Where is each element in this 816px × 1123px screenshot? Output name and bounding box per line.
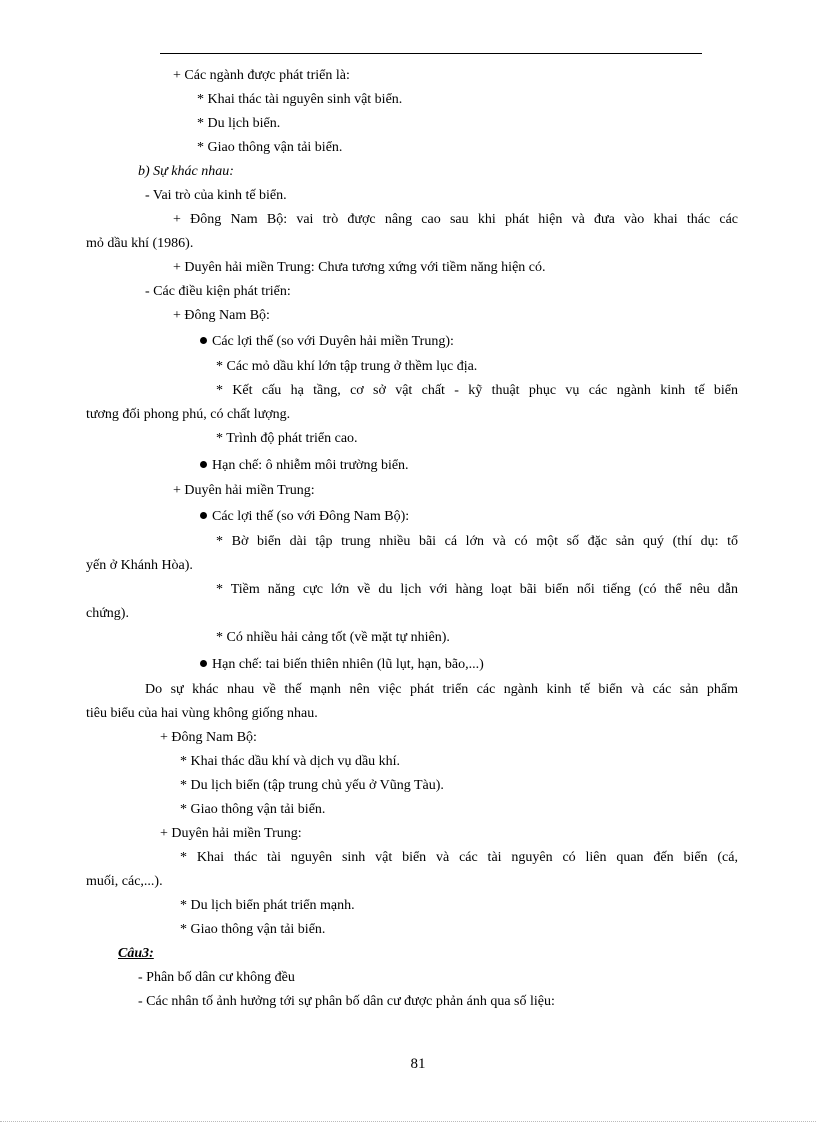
text-line: * Giao thông vận tải biển. xyxy=(197,140,343,155)
bullet-icon xyxy=(200,512,207,519)
text-line: * Du lịch biển. xyxy=(197,116,281,131)
text-line: * Du lịch biển phát triển mạnh. xyxy=(180,898,355,913)
bullet-item xyxy=(200,457,409,475)
text-line: * Tiềm năng cực lớn về du lịch với hàng loạt bãi biển nổi tiếng (có thể nêu dẫn xyxy=(216,582,738,597)
text-line: * Du lịch biển (tập trung chủ yếu ở Vũng Tàu). xyxy=(180,778,444,793)
text-line: * Giao thông vận tải biển. xyxy=(180,802,326,817)
text-line: * Trình độ phát triển cao. xyxy=(216,431,358,446)
question-heading: Câu3: xyxy=(118,946,154,961)
bullet-text: Các lợi thế (so với Đông Nam Bộ): xyxy=(212,509,410,524)
page-number: 81 xyxy=(410,1056,426,1072)
text-line: - Các điều kiện phát triển: xyxy=(145,284,291,299)
bullet-text: Các lợi thế (so với Duyên hải miền Trung): xyxy=(212,334,454,349)
text-line: yến ở Khánh Hòa). xyxy=(86,558,193,573)
text-line: tiêu biểu của hai vùng không giống nhau. xyxy=(86,706,318,721)
text-line: * Có nhiều hải cảng tốt (về mặt tự nhiên). xyxy=(216,630,450,645)
header-rule xyxy=(160,53,702,54)
text-line: muối, các,...). xyxy=(86,874,163,889)
text-line: * Các mỏ dầu khí lớn tập trung ở thềm lục địa. xyxy=(216,359,478,374)
text-line: - Các nhân tố ảnh hưởng tới sự phân bố dân cư được phản ánh qua số liệu: xyxy=(138,994,555,1009)
text-line: * Giao thông vận tải biển. xyxy=(180,922,326,937)
text-line: + Duyên hải miền Trung: xyxy=(173,483,315,498)
text-line: + Duyên hải miền Trung: Chưa tương xứng với tiềm năng hiện có. xyxy=(173,260,546,275)
bullet-item xyxy=(200,508,409,526)
text-line: chứng). xyxy=(86,606,129,621)
text-line: + Đông Nam Bộ: xyxy=(173,308,270,323)
bullet-item xyxy=(200,656,484,674)
bullet-icon xyxy=(200,660,207,667)
text-line: - Vai trò của kinh tế biển. xyxy=(145,188,287,203)
text-line: tương đối phong phú, có chất lượng. xyxy=(86,407,291,422)
text-line: + Đông Nam Bộ: vai trò được nâng cao sau khi phát hiện và đưa vào khai thác các xyxy=(173,212,738,227)
text-line: * Kết cấu hạ tầng, cơ sở vật chất - kỹ thuật phục vụ các ngành kinh tế biển xyxy=(216,383,738,398)
bullet-item xyxy=(200,333,454,351)
text-line: mỏ dầu khí (1986). xyxy=(86,236,194,251)
bullet-icon xyxy=(200,337,207,344)
bullet-icon xyxy=(200,461,207,468)
text-line: + Duyên hải miền Trung: xyxy=(160,826,302,841)
text-line: * Khai thác dầu khí và dịch vụ dầu khí. xyxy=(180,754,401,769)
text-line: Do sự khác nhau về thế mạnh nên việc phát triển các ngành kinh tế biển và các sản phẩm xyxy=(145,682,738,697)
text-line: * Khai thác tài nguyên sinh vật biển và các tài nguyên có liên quan đến biển (cá, xyxy=(180,850,738,865)
text-line: + Đông Nam Bộ: xyxy=(160,730,257,745)
section-heading: b) Sự khác nhau: xyxy=(138,164,234,179)
text-line: * Khai thác tài nguyên sinh vật biển. xyxy=(197,92,403,107)
text-line: + Các ngành được phát triển là: xyxy=(173,68,350,83)
text-line: * Bờ biển dài tập trung nhiều bãi cá lớn và có một số đặc sản quý (thí dụ: tổ xyxy=(216,534,738,549)
bullet-text: Hạn chế: ô nhiễm môi trường biển. xyxy=(212,458,409,473)
bullet-text: Hạn chế: tai biến thiên nhiên (lũ lụt, hạn, bão,...) xyxy=(212,657,484,672)
page-bottom-border xyxy=(0,1121,816,1122)
text-line: - Phân bố dân cư không đều xyxy=(138,970,295,985)
